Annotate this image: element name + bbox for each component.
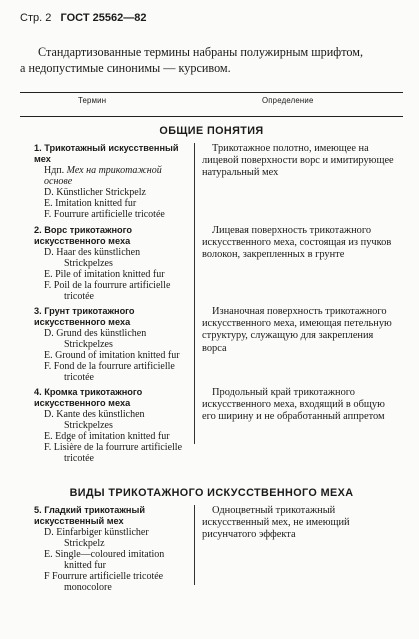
page-header — [20, 12, 146, 24]
definition-3: Изнаночная поверхность трикотажного искусственного меха, имеющая петельную структуру, служащую для закрепления ворса — [202, 306, 392, 354]
foreign-en: E. Imitation knitted fur — [44, 198, 137, 209]
definition-2: Лицевая поверхность трикотажного искусственного меха, состоящая из пучков волокон, закрепленных в грунте — [202, 225, 392, 261]
column-divider — [194, 505, 195, 585]
term-entry-3 — [34, 306, 188, 383]
term-entry-4 — [34, 387, 188, 464]
term-entry-1 — [34, 143, 188, 220]
term-title: 3. Грунт трикотажного искусственного меха — [34, 306, 135, 327]
intro-line-2: а недопустимые синонимы — курсивом. — [20, 61, 231, 75]
foreign-fr: F. Poil de la fourrure artificielle tricotée — [44, 280, 171, 302]
section-title-general: ОБЩИЕ ПОНЯТИЯ — [159, 125, 264, 137]
standard-number: ГОСТ 25562—82 — [60, 12, 147, 24]
table-top-rule — [20, 92, 403, 93]
intro-line-1: Стандартизованные термины набраны полужирным шрифтом, — [38, 45, 363, 59]
foreign-de: D. Grund des künstlichen Strickpelzes — [44, 328, 147, 350]
section-title-types: ВИДЫ ТРИКОТАЖНОГО ИСКУССТВЕННОГО МЕХА — [69, 487, 354, 499]
table-header-rule — [20, 116, 403, 117]
foreign-en: E. Single—coloured imitation knitted fur — [44, 549, 165, 571]
term-title: 2. Ворс трикотажного искусственного меха — [34, 225, 132, 246]
foreign-fr: F Fourrure artificielle tricotée monocolore — [44, 571, 164, 593]
column-header-definition: Определение — [262, 96, 314, 105]
foreign-en: E. Edge of imitation knitted fur — [44, 431, 170, 442]
term-synonym — [44, 165, 188, 187]
definition-4: Продольный край трикотажного искусственного меха, входящий в общую его ширину и не обработанный аппретом — [202, 387, 385, 423]
definition-5: Одноцветный трикотажный искусственный мех, не имеющий рисунчатого эффекта — [202, 505, 350, 541]
foreign-de: D. Künstlicher Strickpelz — [44, 187, 146, 198]
foreign-de: D. Einfarbiger künstlicher Strickpelz — [44, 527, 149, 549]
term-entry-2 — [34, 225, 188, 302]
intro-paragraph — [20, 44, 410, 76]
term-entry-5 — [34, 505, 188, 593]
foreign-fr: F. Fourrure artificielle tricotée — [44, 209, 165, 220]
foreign-fr: F. Fond de la fourrure artificielle tricotée — [44, 361, 175, 383]
column-divider — [194, 143, 195, 444]
synonym-text: Мех на трикотажной основе — [44, 165, 162, 187]
definition-1: Трикотажное полотно, имеющее на лицевой поверхности ворс и имитирующее натуральный мех — [202, 143, 394, 179]
column-header-term: Термин — [78, 96, 107, 105]
foreign-de: D. Haar des künstlichen Strickpelzes — [44, 247, 141, 269]
synonym-prefix: Ндп. — [44, 165, 65, 176]
foreign-en: E. Pile of imitation knitted fur — [44, 269, 165, 280]
term-title: 4. Кромка трикотажного искусственного меха — [34, 387, 143, 408]
foreign-de: D. Kante des künstlichen Strickpelzes — [44, 409, 145, 431]
foreign-en: E. Ground of imitation knitted fur — [44, 350, 180, 361]
term-title: 1. Трикотажный искусственный мех — [34, 143, 179, 164]
foreign-fr: F. Lisière de la fourrure artificielle tricotée — [44, 442, 183, 464]
page-label: Стр. 2 — [20, 12, 52, 24]
term-title: 5. Гладкий трикотажный искусственный мех — [34, 505, 145, 526]
